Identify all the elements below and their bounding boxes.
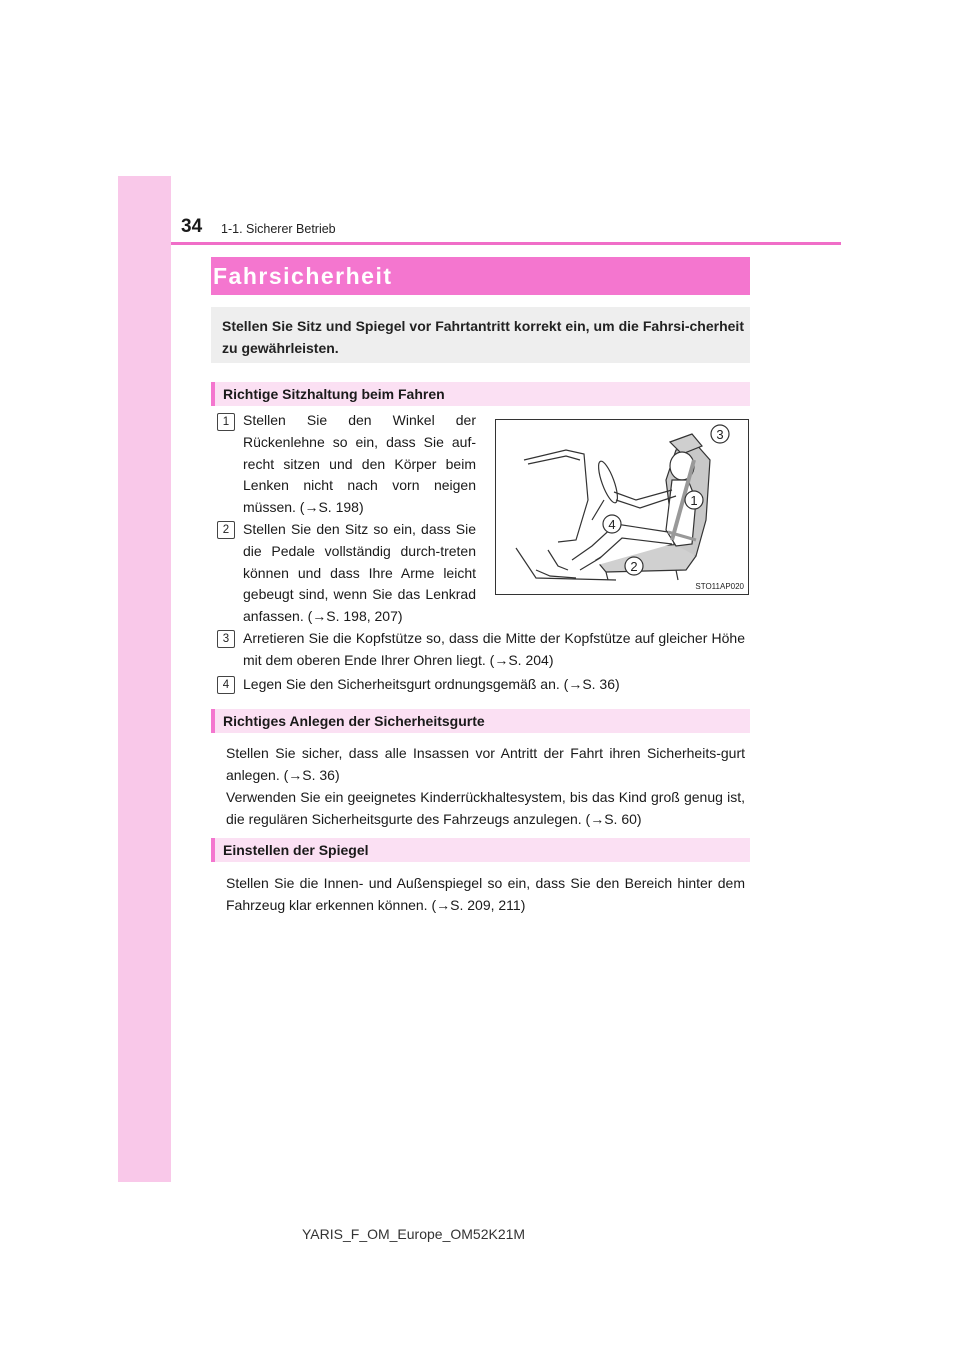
subheading-text: Richtige Sitzhaltung beim Fahren xyxy=(223,386,445,402)
item-text: Arretieren Sie die Kopfstütze so, dass die Mitte der Kopfstütze auf gleicher Höhe mit dem oberen Ende Ihrer Ohren liegt. (→S. 204) xyxy=(243,630,745,668)
callout-1: 1 xyxy=(690,493,698,508)
page-number: 34 xyxy=(181,216,203,237)
item-number: 3 xyxy=(217,630,235,648)
item-text: Stellen Sie den Winkel der Rückenlehne so ein, dass Sie auf-recht sitzen und den Körper beim Lenken nicht nach vorn neigen müssen. (→S. 198) xyxy=(243,412,476,516)
driver-posture-figure xyxy=(495,419,749,595)
subheading-text: Einstellen der Spiegel xyxy=(223,842,369,858)
item-number: 4 xyxy=(217,676,235,694)
body-paragraph: Verwenden Sie ein geeignetes Kinderrückhaltesystem, bis das Kind groß genug ist, die regulären Sicherheitsgurte des Fahrzeugs anzulegen. (→S. 60) xyxy=(226,789,745,827)
item-number: 1 xyxy=(217,413,235,431)
callout-2: 2 xyxy=(630,559,638,574)
figure-code: STO11AP020 xyxy=(695,582,744,591)
intro-text: Stellen Sie Sitz und Spiegel vor Fahrtantritt korrekt ein, um die Fahrsi-cherheit zu gewährleisten. xyxy=(222,318,744,356)
callout-3: 3 xyxy=(716,427,724,442)
driver-posture-illustration xyxy=(496,420,750,596)
page-title: Fahrsicherheit xyxy=(213,263,393,289)
header-rule xyxy=(171,242,841,245)
body-paragraph: Stellen Sie die Innen- und Außenspiegel so ein, dass Sie den Bereich hinter dem Fahrzeug klar erkennen können. (→S. 209, 211) xyxy=(226,875,745,913)
item-text: Stellen Sie den Sitz so ein, dass Sie die Pedale vollständig durch-treten können und dass Ihre Arme leicht gebeugt sind, wenn Sie das Lenkrad anfassen. (→S. 198, 207) xyxy=(243,521,476,625)
side-strip xyxy=(118,176,171,1182)
subheading-text: Richtiges Anlegen der Sicherheitsgurte xyxy=(223,713,485,729)
section-label: 1-1. Sicherer Betrieb xyxy=(221,222,336,236)
footer-document-code: YARIS_F_OM_Europe_OM52K21M xyxy=(302,1226,526,1242)
subheading-sitting-posture xyxy=(211,382,750,406)
callout-4: 4 xyxy=(608,517,616,532)
item-number: 2 xyxy=(217,521,235,539)
subheading-seat-belts xyxy=(211,709,750,733)
subheading-mirrors xyxy=(211,838,750,862)
item-text: Legen Sie den Sicherheitsgurt ordnungsgemäß an. (→S. 36) xyxy=(243,676,620,692)
body-paragraph: Stellen Sie sicher, dass alle Insassen vor Antritt der Fahrt ihren Sicherheits-gurt anlegen. (→S. 36) xyxy=(226,745,745,783)
